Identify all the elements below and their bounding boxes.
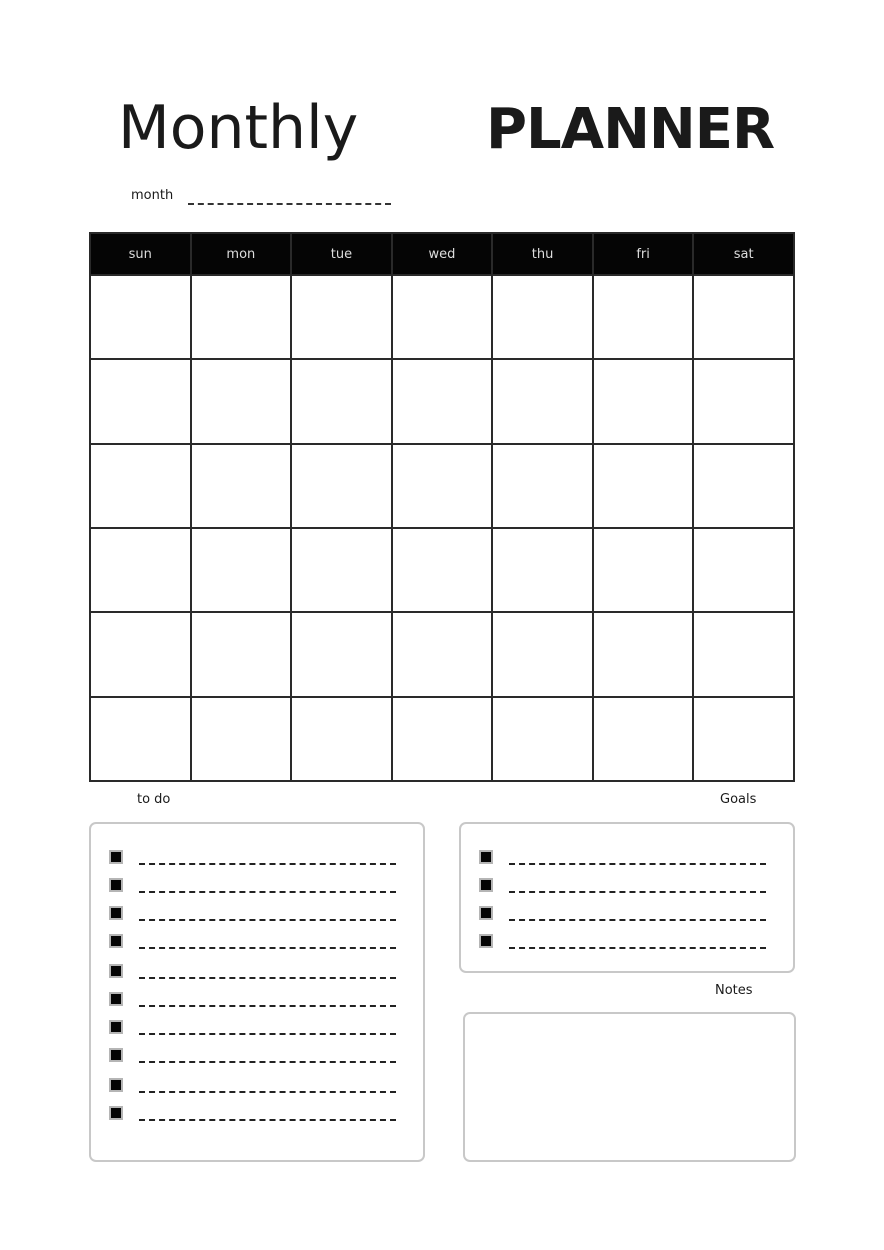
goals-box <box>459 822 795 973</box>
day-header-wed: wed <box>392 233 493 275</box>
calendar-day-cell[interactable] <box>191 275 292 359</box>
notes-box[interactable] <box>463 1012 796 1162</box>
todo-item <box>109 990 396 1008</box>
day-header-tue: tue <box>291 233 392 275</box>
calendar-week-row <box>90 359 794 443</box>
todo-checkbox[interactable] <box>109 1020 123 1034</box>
calendar-day-cell[interactable] <box>291 275 392 359</box>
todo-checkbox[interactable] <box>109 850 123 864</box>
calendar-day-cell[interactable] <box>492 275 593 359</box>
calendar-day-cell[interactable] <box>191 359 292 443</box>
calendar-day-cell[interactable] <box>392 359 493 443</box>
notes-label: Notes <box>715 983 753 998</box>
calendar-day-cell[interactable] <box>191 697 292 781</box>
todo-box <box>89 822 425 1162</box>
todo-item <box>109 1076 396 1094</box>
todo-line[interactable] <box>139 863 396 865</box>
calendar-day-cell[interactable] <box>90 359 191 443</box>
calendar-day-cell[interactable] <box>291 528 392 612</box>
todo-checkbox[interactable] <box>109 906 123 920</box>
month-label: month <box>131 188 174 203</box>
calendar-day-cell[interactable] <box>291 359 392 443</box>
todo-item <box>109 962 396 980</box>
calendar-day-cell[interactable] <box>291 444 392 528</box>
calendar-day-cell[interactable] <box>593 275 694 359</box>
calendar-day-cell[interactable] <box>291 612 392 696</box>
todo-label: to do <box>137 792 171 807</box>
todo-checkbox[interactable] <box>109 964 123 978</box>
calendar-day-cell[interactable] <box>191 612 292 696</box>
calendar-day-cell[interactable] <box>593 444 694 528</box>
calendar-day-cell[interactable] <box>593 612 694 696</box>
day-header-sat: sat <box>693 233 794 275</box>
calendar-day-cell[interactable] <box>90 697 191 781</box>
goal-checkbox[interactable] <box>479 850 493 864</box>
day-header-mon: mon <box>191 233 292 275</box>
calendar-day-cell[interactable] <box>291 697 392 781</box>
todo-item <box>109 876 396 894</box>
goal-checkbox[interactable] <box>479 878 493 892</box>
calendar-day-cell[interactable] <box>693 528 794 612</box>
calendar-day-cell[interactable] <box>392 528 493 612</box>
calendar-day-cell[interactable] <box>392 275 493 359</box>
todo-checkbox[interactable] <box>109 878 123 892</box>
goal-line[interactable] <box>509 947 766 949</box>
todo-line[interactable] <box>139 1061 396 1063</box>
todo-line[interactable] <box>139 1005 396 1007</box>
todo-line[interactable] <box>139 947 396 949</box>
day-header-fri: fri <box>593 233 694 275</box>
calendar-day-cell[interactable] <box>90 444 191 528</box>
goal-line[interactable] <box>509 863 766 865</box>
todo-item <box>109 1046 396 1064</box>
calendar-week-row <box>90 444 794 528</box>
goal-checkbox[interactable] <box>479 934 493 948</box>
goal-item <box>479 904 766 922</box>
todo-line[interactable] <box>139 1119 396 1121</box>
calendar-body <box>90 275 794 781</box>
calendar-day-cell[interactable] <box>90 528 191 612</box>
calendar-week-row <box>90 697 794 781</box>
calendar-header-row <box>90 233 794 275</box>
todo-line[interactable] <box>139 1091 396 1093</box>
calendar-day-cell[interactable] <box>693 359 794 443</box>
calendar-day-cell[interactable] <box>593 528 694 612</box>
goal-item <box>479 876 766 894</box>
goal-checkbox[interactable] <box>479 906 493 920</box>
calendar-week-row <box>90 275 794 359</box>
calendar-day-cell[interactable] <box>191 444 292 528</box>
calendar-day-cell[interactable] <box>90 275 191 359</box>
calendar-day-cell[interactable] <box>392 697 493 781</box>
goal-line[interactable] <box>509 891 766 893</box>
todo-line[interactable] <box>139 1033 396 1035</box>
todo-checkbox[interactable] <box>109 1048 123 1062</box>
day-header-sun: sun <box>90 233 191 275</box>
todo-item <box>109 904 396 922</box>
goal-line[interactable] <box>509 919 766 921</box>
month-input-line[interactable] <box>188 203 391 205</box>
calendar-day-cell[interactable] <box>492 612 593 696</box>
todo-item <box>109 1018 396 1036</box>
calendar-week-row <box>90 528 794 612</box>
calendar-day-cell[interactable] <box>191 528 292 612</box>
calendar-day-cell[interactable] <box>693 444 794 528</box>
calendar-day-cell[interactable] <box>492 444 593 528</box>
calendar-day-cell[interactable] <box>693 697 794 781</box>
calendar-day-cell[interactable] <box>392 444 493 528</box>
goal-item <box>479 932 766 950</box>
todo-line[interactable] <box>139 919 396 921</box>
todo-checkbox[interactable] <box>109 1106 123 1120</box>
todo-line[interactable] <box>139 977 396 979</box>
goals-label: Goals <box>720 792 757 807</box>
calendar-day-cell[interactable] <box>593 359 694 443</box>
todo-checkbox[interactable] <box>109 992 123 1006</box>
todo-item <box>109 848 396 866</box>
title-monthly: Monthly <box>118 93 359 163</box>
todo-checkbox[interactable] <box>109 934 123 948</box>
calendar-day-cell[interactable] <box>90 612 191 696</box>
calendar-day-cell[interactable] <box>392 612 493 696</box>
day-header-thu: thu <box>492 233 593 275</box>
goal-item <box>479 848 766 866</box>
calendar-day-cell[interactable] <box>693 275 794 359</box>
calendar-day-cell[interactable] <box>693 612 794 696</box>
calendar-day-cell[interactable] <box>492 359 593 443</box>
calendar-grid <box>89 232 795 782</box>
todo-item <box>109 932 396 950</box>
calendar-day-cell[interactable] <box>492 697 593 781</box>
calendar-day-cell[interactable] <box>593 697 694 781</box>
todo-line[interactable] <box>139 891 396 893</box>
todo-checkbox[interactable] <box>109 1078 123 1092</box>
calendar-week-row <box>90 612 794 696</box>
title-planner: PLANNER <box>486 97 775 162</box>
todo-item <box>109 1104 396 1122</box>
calendar-day-cell[interactable] <box>492 528 593 612</box>
